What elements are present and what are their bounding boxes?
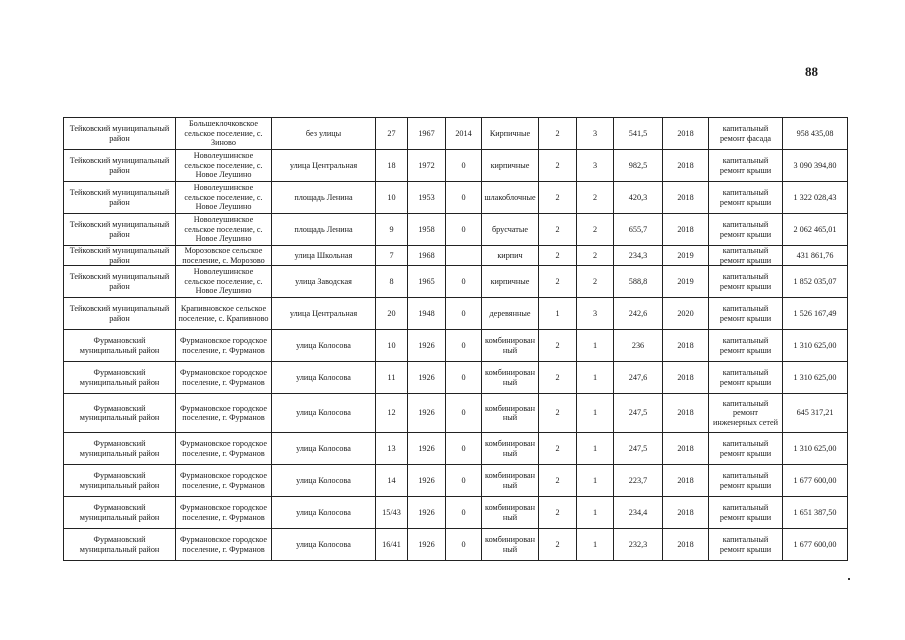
cell-cost: 1 526 167,49 (783, 298, 848, 330)
cell-settlement: Новолеушинское сельское поселение, с. Новое Леушино (176, 150, 272, 182)
cell-street: улица Центральная (272, 298, 376, 330)
page-number: 88 (805, 64, 818, 79)
cell-street: площадь Ленина (272, 182, 376, 214)
cell-work-type: капитальный ремонт крыши (709, 214, 783, 246)
cell-entrances: 1 (577, 465, 614, 497)
cell-street: улица Колосова (272, 465, 376, 497)
cell-year-built: 1972 (408, 150, 446, 182)
cell-settlement: Фурмановское городское поселение, г. Фурманов (176, 433, 272, 465)
cell-settlement: Фурмановское городское поселение, г. Фурманов (176, 529, 272, 561)
cell-street: улица Колосова (272, 330, 376, 362)
table-row (64, 497, 848, 529)
table-row (64, 330, 848, 362)
cell-entrances: 1 (577, 497, 614, 529)
cell-wall-material: комбинированный (482, 330, 539, 362)
cell-street: улица Колосова (272, 394, 376, 433)
cell-work-type: капитальный ремонт крыши (709, 330, 783, 362)
cell-street: улица Колосова (272, 497, 376, 529)
cell-house-number: 7 (376, 246, 408, 266)
cell-area: 588,8 (614, 266, 663, 298)
cell-cost: 1 677 600,00 (783, 465, 848, 497)
cell-area: 232,3 (614, 529, 663, 561)
cell-area: 223,7 (614, 465, 663, 497)
cell-house-number: 14 (376, 465, 408, 497)
table-row (64, 298, 848, 330)
cell-street: улица Центральная (272, 150, 376, 182)
cell-cost: 1 310 625,00 (783, 330, 848, 362)
cell-work-type: капитальный ремонт крыши (709, 529, 783, 561)
cell-street: улица Школьная (272, 246, 376, 266)
cell-year-last-repair: 0 (446, 298, 482, 330)
cell-work-type: капитальный ремонт крыши (709, 433, 783, 465)
cell-cost: 958 435,08 (783, 118, 848, 150)
cell-year-last-repair: 0 (446, 182, 482, 214)
cell-area: 655,7 (614, 214, 663, 246)
housing-repair-table (63, 117, 848, 561)
cell-house-number: 11 (376, 362, 408, 394)
cell-district: Тейковский муниципальный район (64, 150, 176, 182)
cell-house-number: 27 (376, 118, 408, 150)
cell-district: Тейковский муниципальный район (64, 214, 176, 246)
cell-settlement: Фурмановское городское поселение, г. Фурманов (176, 465, 272, 497)
cell-area: 982,5 (614, 150, 663, 182)
cell-floors: 2 (539, 150, 577, 182)
cell-settlement: Морозовское сельское поселение, с. Морозово (176, 246, 272, 266)
cell-settlement: Новолеушинское сельское поселение, с. Новое Леушино (176, 214, 272, 246)
cell-settlement: Новолеушинское сельское поселение, с. Новое Леушино (176, 266, 272, 298)
cell-plan-year: 2018 (663, 465, 709, 497)
cell-year-last-repair: 0 (446, 362, 482, 394)
cell-plan-year: 2018 (663, 529, 709, 561)
cell-wall-material: комбинированный (482, 497, 539, 529)
cell-district: Фурмановский муниципальный район (64, 497, 176, 529)
cell-district: Фурмановский муниципальный район (64, 433, 176, 465)
cell-work-type: капитальный ремонт крыши (709, 465, 783, 497)
cell-wall-material: Кирпичные (482, 118, 539, 150)
cell-year-last-repair: 2014 (446, 118, 482, 150)
cell-year-last-repair (446, 246, 482, 266)
cell-floors: 2 (539, 246, 577, 266)
cell-district: Тейковский муниципальный район (64, 266, 176, 298)
cell-district: Фурмановский муниципальный район (64, 330, 176, 362)
cell-area: 236 (614, 330, 663, 362)
cell-house-number: 20 (376, 298, 408, 330)
table-row (64, 465, 848, 497)
cell-house-number: 8 (376, 266, 408, 298)
cell-wall-material: деревянные (482, 298, 539, 330)
cell-district: Тейковский муниципальный район (64, 182, 176, 214)
cell-cost: 1 677 600,00 (783, 529, 848, 561)
cell-entrances: 1 (577, 362, 614, 394)
cell-work-type: капитальный ремонт инженерных сетей (709, 394, 783, 433)
cell-district: Фурмановский муниципальный район (64, 465, 176, 497)
cell-year-built: 1958 (408, 214, 446, 246)
cell-year-built: 1926 (408, 433, 446, 465)
cell-floors: 2 (539, 362, 577, 394)
cell-house-number: 15/43 (376, 497, 408, 529)
table-row (64, 394, 848, 433)
cell-house-number: 12 (376, 394, 408, 433)
cell-entrances: 2 (577, 246, 614, 266)
cell-wall-material: комбинированный (482, 529, 539, 561)
cell-house-number: 18 (376, 150, 408, 182)
cell-floors: 2 (539, 330, 577, 362)
cell-street: улица Колосова (272, 529, 376, 561)
cell-settlement: Крапивновское сельское поселение, с. Крапивново (176, 298, 272, 330)
cell-year-built: 1967 (408, 118, 446, 150)
cell-work-type: капитальный ремонт крыши (709, 182, 783, 214)
cell-floors: 2 (539, 465, 577, 497)
cell-plan-year: 2019 (663, 246, 709, 266)
cell-floors: 2 (539, 394, 577, 433)
cell-settlement: Новолеушинское сельское поселение, с. Новое Леушино (176, 182, 272, 214)
cell-entrances: 1 (577, 433, 614, 465)
cell-year-built: 1953 (408, 182, 446, 214)
cell-work-type: капитальный ремонт крыши (709, 150, 783, 182)
cell-cost: 1 322 028,43 (783, 182, 848, 214)
cell-work-type: капитальный ремонт крыши (709, 497, 783, 529)
cell-area: 242,6 (614, 298, 663, 330)
table-row (64, 182, 848, 214)
cell-entrances: 1 (577, 394, 614, 433)
cell-street: без улицы (272, 118, 376, 150)
cell-cost: 431 861,76 (783, 246, 848, 266)
cell-settlement: Большеклочковское сельское поселение, с. Зиновo (176, 118, 272, 150)
cell-year-built: 1926 (408, 465, 446, 497)
cell-floors: 2 (539, 497, 577, 529)
cell-street: улица Заводская (272, 266, 376, 298)
cell-year-last-repair: 0 (446, 394, 482, 433)
cell-district: Тейковский муниципальный район (64, 246, 176, 266)
scan-speck (848, 578, 850, 580)
cell-year-built: 1968 (408, 246, 446, 266)
cell-plan-year: 2018 (663, 150, 709, 182)
cell-year-built: 1965 (408, 266, 446, 298)
table-row (64, 150, 848, 182)
cell-year-last-repair: 0 (446, 497, 482, 529)
cell-district: Тейковский муниципальный район (64, 118, 176, 150)
cell-area: 247,5 (614, 394, 663, 433)
table-row (64, 433, 848, 465)
cell-floors: 1 (539, 298, 577, 330)
cell-year-built: 1926 (408, 529, 446, 561)
cell-work-type: капитальный ремонт крыши (709, 266, 783, 298)
cell-work-type: капитальный ремонт фасада (709, 118, 783, 150)
cell-plan-year: 2018 (663, 433, 709, 465)
cell-cost: 1 310 625,00 (783, 433, 848, 465)
cell-entrances: 1 (577, 330, 614, 362)
cell-cost: 1 310 625,00 (783, 362, 848, 394)
cell-settlement: Фурмановское городское поселение, г. Фурманов (176, 330, 272, 362)
cell-wall-material: брусчатые (482, 214, 539, 246)
cell-floors: 2 (539, 266, 577, 298)
cell-cost: 2 062 465,01 (783, 214, 848, 246)
cell-year-built: 1926 (408, 394, 446, 433)
cell-floors: 2 (539, 529, 577, 561)
cell-work-type: капитальный ремонт крыши (709, 246, 783, 266)
cell-cost: 3 090 394,80 (783, 150, 848, 182)
cell-year-last-repair: 0 (446, 214, 482, 246)
cell-plan-year: 2018 (663, 362, 709, 394)
cell-entrances: 2 (577, 214, 614, 246)
cell-street: улица Колосова (272, 433, 376, 465)
cell-entrances: 2 (577, 266, 614, 298)
cell-cost: 645 317,21 (783, 394, 848, 433)
cell-year-built: 1926 (408, 330, 446, 362)
cell-plan-year: 2018 (663, 497, 709, 529)
cell-wall-material: комбинированный (482, 433, 539, 465)
cell-settlement: Фурмановское городское поселение, г. Фурманов (176, 394, 272, 433)
cell-district: Фурмановский муниципальный район (64, 529, 176, 561)
cell-floors: 2 (539, 214, 577, 246)
cell-cost: 1 651 387,50 (783, 497, 848, 529)
cell-area: 234,4 (614, 497, 663, 529)
cell-house-number: 10 (376, 330, 408, 362)
cell-area: 247,5 (614, 433, 663, 465)
cell-wall-material: кирпичные (482, 266, 539, 298)
cell-cost: 1 852 035,07 (783, 266, 848, 298)
table-row (64, 246, 848, 266)
cell-district: Фурмановский муниципальный район (64, 394, 176, 433)
cell-floors: 2 (539, 182, 577, 214)
table-row (64, 529, 848, 561)
table-row (64, 118, 848, 150)
cell-settlement: Фурмановское городское поселение, г. Фурманов (176, 497, 272, 529)
cell-house-number: 9 (376, 214, 408, 246)
cell-wall-material: комбинированный (482, 362, 539, 394)
cell-entrances: 3 (577, 150, 614, 182)
cell-year-last-repair: 0 (446, 150, 482, 182)
cell-house-number: 16/41 (376, 529, 408, 561)
cell-year-last-repair: 0 (446, 465, 482, 497)
cell-wall-material: комбинированный (482, 465, 539, 497)
cell-area: 234,3 (614, 246, 663, 266)
cell-area: 541,5 (614, 118, 663, 150)
cell-plan-year: 2018 (663, 394, 709, 433)
cell-plan-year: 2018 (663, 330, 709, 362)
cell-area: 247,6 (614, 362, 663, 394)
cell-entrances: 1 (577, 529, 614, 561)
cell-wall-material: комбинированный (482, 394, 539, 433)
table-body (64, 118, 848, 561)
cell-house-number: 13 (376, 433, 408, 465)
cell-wall-material: кирпич (482, 246, 539, 266)
cell-floors: 2 (539, 118, 577, 150)
cell-year-last-repair: 0 (446, 330, 482, 362)
cell-wall-material: шлакоблочные (482, 182, 539, 214)
cell-year-built: 1948 (408, 298, 446, 330)
cell-plan-year: 2018 (663, 182, 709, 214)
cell-work-type: капитальный ремонт крыши (709, 298, 783, 330)
cell-entrances: 2 (577, 182, 614, 214)
cell-year-last-repair: 0 (446, 529, 482, 561)
cell-house-number: 10 (376, 182, 408, 214)
cell-plan-year: 2018 (663, 214, 709, 246)
table-row (64, 266, 848, 298)
cell-district: Тейковский муниципальный район (64, 298, 176, 330)
cell-wall-material: кирпичные (482, 150, 539, 182)
cell-entrances: 3 (577, 118, 614, 150)
cell-plan-year: 2019 (663, 266, 709, 298)
cell-entrances: 3 (577, 298, 614, 330)
cell-plan-year: 2020 (663, 298, 709, 330)
cell-year-built: 1926 (408, 362, 446, 394)
table-row (64, 362, 848, 394)
cell-work-type: капитальный ремонт крыши (709, 362, 783, 394)
cell-street: площадь Ленина (272, 214, 376, 246)
cell-year-last-repair: 0 (446, 433, 482, 465)
cell-plan-year: 2018 (663, 118, 709, 150)
cell-settlement: Фурмановское городское поселение, г. Фурманов (176, 362, 272, 394)
cell-year-built: 1926 (408, 497, 446, 529)
cell-floors: 2 (539, 433, 577, 465)
cell-district: Фурмановский муниципальный район (64, 362, 176, 394)
cell-area: 420,3 (614, 182, 663, 214)
cell-street: улица Колосова (272, 362, 376, 394)
table-row (64, 214, 848, 246)
cell-year-last-repair: 0 (446, 266, 482, 298)
